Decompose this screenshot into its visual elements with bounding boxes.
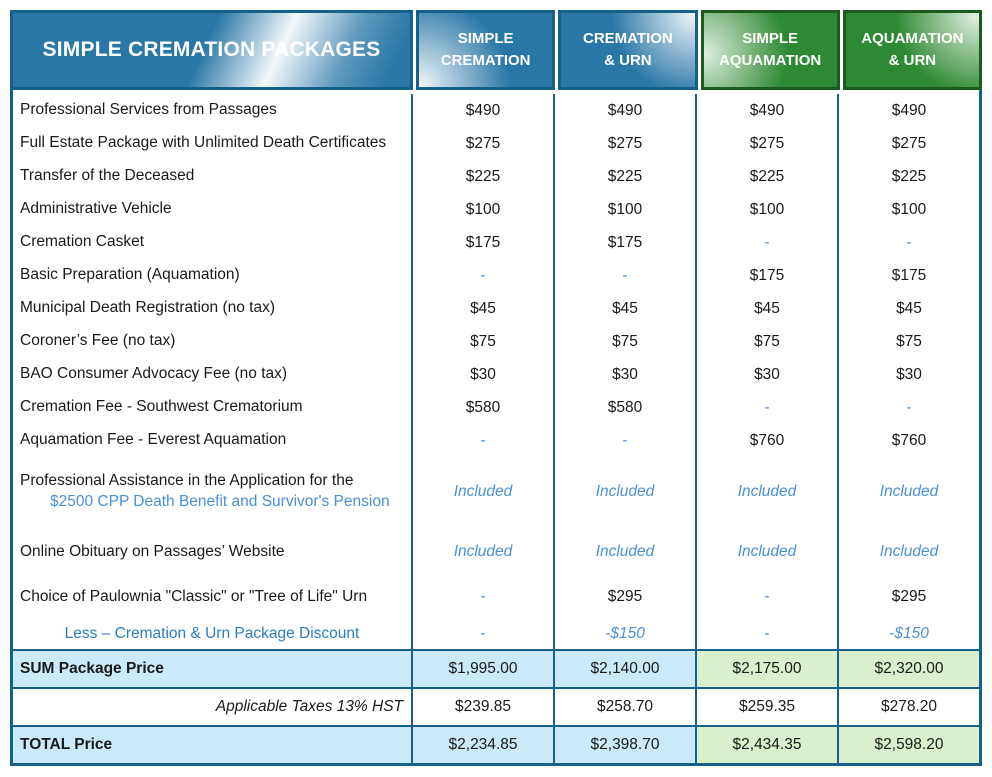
footer-row-sum xyxy=(13,651,979,689)
price-cell: $75 xyxy=(697,325,839,358)
service-label xyxy=(13,391,413,424)
table-row xyxy=(13,259,979,292)
price-cell: $225 xyxy=(697,160,839,193)
table-row xyxy=(13,617,979,649)
service-label xyxy=(13,457,413,527)
table-body xyxy=(10,90,982,649)
price-cell: $75 xyxy=(413,325,555,358)
column-header-cremation-urn xyxy=(558,10,697,90)
service-label-text: Municipal Death Registration (no tax) xyxy=(20,299,276,317)
price-cell: $175 xyxy=(697,259,839,292)
price-cell: Included xyxy=(413,457,555,527)
service-label-subtext: $2500 CPP Death Benefit and Survivor's Pension xyxy=(50,493,390,510)
price-cell: Included xyxy=(555,457,697,527)
price-cell: $490 xyxy=(413,94,555,127)
footer-price-cell: $2,234.85 xyxy=(413,727,555,763)
price-cell: $275 xyxy=(413,127,555,160)
price-cell: -$150 xyxy=(555,617,697,649)
price-cell: $45 xyxy=(555,292,697,325)
price-cell: $275 xyxy=(697,127,839,160)
price-cell: Included xyxy=(879,483,939,500)
price-cell: $75 xyxy=(896,332,922,350)
table-row xyxy=(13,457,979,527)
service-label-text: Cremation Casket xyxy=(20,233,145,251)
table-row xyxy=(13,577,979,617)
table-row xyxy=(13,424,979,457)
service-label xyxy=(13,160,413,193)
service-label-text: Professional Assistance in the Application for the xyxy=(20,472,354,490)
pricing-table xyxy=(10,10,982,766)
column-header-line: SIMPLE xyxy=(457,29,514,47)
service-label xyxy=(13,193,413,226)
price-cell: $45 xyxy=(896,299,922,317)
service-label xyxy=(13,424,413,457)
price-cell: Included xyxy=(879,543,939,560)
price-cell: $45 xyxy=(697,292,839,325)
price-cell: Included xyxy=(697,457,839,527)
price-cell: $75 xyxy=(555,325,697,358)
service-label xyxy=(13,259,413,292)
price-cell: $30 xyxy=(413,358,555,391)
price-cell: $295 xyxy=(555,577,697,617)
price-cell: - xyxy=(413,577,555,617)
footer-label: TOTAL Price xyxy=(13,727,413,763)
footer-price-cell: $2,175.00 xyxy=(697,651,839,687)
table-row xyxy=(13,226,979,259)
price-cell: $580 xyxy=(555,391,697,424)
footer-price-cell: $258.70 xyxy=(555,689,697,725)
table-row xyxy=(13,358,979,391)
price-cell: - xyxy=(555,424,697,457)
service-label-text: Aquamation Fee - Everest Aquamation xyxy=(20,431,287,449)
price-cell: Included xyxy=(697,527,839,577)
table-row xyxy=(13,325,979,358)
price-cell: - xyxy=(906,398,912,416)
footer-price-cell: $2,320.00 xyxy=(839,651,979,687)
service-label-text: Transfer of the Deceased xyxy=(20,167,195,185)
price-cell: $760 xyxy=(891,431,927,449)
column-header-simple-cremation xyxy=(416,10,555,90)
column-header-simple-aquamation xyxy=(701,10,840,90)
price-cell: $100 xyxy=(555,193,697,226)
service-label xyxy=(13,292,413,325)
price-cell: $490 xyxy=(891,101,927,119)
footer-price-cell: $2,598.20 xyxy=(839,727,979,763)
column-header-line: CREMATION xyxy=(583,29,673,47)
table-row xyxy=(13,94,979,127)
column-header-line: & URN xyxy=(888,52,937,69)
price-cell: $45 xyxy=(413,292,555,325)
footer-label: Applicable Taxes 13% HST xyxy=(13,689,413,725)
page-title: SIMPLE CREMATION PACKAGES xyxy=(10,10,413,90)
table-header-row xyxy=(10,10,982,90)
service-label-text: Professional Services from Passages xyxy=(20,101,277,119)
price-cell: $275 xyxy=(891,134,927,152)
service-label xyxy=(13,577,413,617)
footer-row-total xyxy=(13,727,979,766)
table-row xyxy=(13,527,979,577)
service-label-text: Basic Preparation (Aquamation) xyxy=(20,266,240,284)
service-label-text: Cremation Fee - Southwest Crematorium xyxy=(20,398,303,416)
footer-price-cell: $2,434.35 xyxy=(697,727,839,763)
column-header-line: CREMATION xyxy=(440,52,531,69)
price-cell: Included xyxy=(555,527,697,577)
price-cell: -$150 xyxy=(889,625,929,642)
price-cell: Included xyxy=(413,527,555,577)
table-row xyxy=(13,127,979,160)
table-row xyxy=(13,160,979,193)
price-cell: $100 xyxy=(697,193,839,226)
table-footer xyxy=(10,649,982,766)
price-cell: - xyxy=(906,233,912,251)
footer-price-cell: $2,398.70 xyxy=(555,727,697,763)
service-label xyxy=(13,127,413,160)
price-cell: $760 xyxy=(697,424,839,457)
price-cell: - xyxy=(697,617,839,649)
service-label-text: Full Estate Package with Unlimited Death Certificates xyxy=(20,134,387,152)
service-label xyxy=(13,527,413,577)
service-label xyxy=(13,358,413,391)
price-cell: $225 xyxy=(413,160,555,193)
footer-label: SUM Package Price xyxy=(13,651,413,687)
service-label xyxy=(13,226,413,259)
footer-price-cell: $2,140.00 xyxy=(555,651,697,687)
price-cell: $225 xyxy=(891,167,927,185)
service-label-text: Choice of Paulownia "Classic" or "Tree of Life" Urn xyxy=(20,587,368,605)
price-cell: $30 xyxy=(555,358,697,391)
service-label xyxy=(13,325,413,358)
price-cell: - xyxy=(413,617,555,649)
table-row xyxy=(13,391,979,424)
column-header-aquamation-urn xyxy=(843,10,982,90)
column-header-line: AQUAMATION xyxy=(719,52,822,69)
column-header-line: SIMPLE xyxy=(742,29,799,47)
price-cell: - xyxy=(413,259,555,292)
column-header-line: AQUAMATION xyxy=(861,29,964,47)
price-cell: - xyxy=(413,424,555,457)
price-cell: $30 xyxy=(896,365,922,383)
price-cell: $490 xyxy=(697,94,839,127)
service-label-text: Coroner’s Fee (no tax) xyxy=(20,332,176,350)
price-cell: - xyxy=(697,226,839,259)
price-cell: $100 xyxy=(891,200,927,218)
price-cell: - xyxy=(555,259,697,292)
price-cell: $275 xyxy=(555,127,697,160)
service-label xyxy=(13,94,413,127)
footer-price-cell: $1,995.00 xyxy=(413,651,555,687)
price-cell: $175 xyxy=(555,226,697,259)
column-header-line: & URN xyxy=(604,52,652,69)
price-cell: $225 xyxy=(555,160,697,193)
price-cell: - xyxy=(697,577,839,617)
service-label-text: BAO Consumer Advocacy Fee (no tax) xyxy=(20,365,288,383)
footer-price-cell: $239.85 xyxy=(413,689,555,725)
service-label-text: Administrative Vehicle xyxy=(20,200,172,218)
footer-price-cell: $278.20 xyxy=(880,698,938,715)
price-cell: $295 xyxy=(891,588,927,605)
footer-price-cell: $259.35 xyxy=(697,689,839,725)
price-cell: $490 xyxy=(555,94,697,127)
price-cell: - xyxy=(697,391,839,424)
price-cell: $580 xyxy=(413,391,555,424)
footer-row-tax xyxy=(13,689,979,727)
price-cell: $100 xyxy=(413,193,555,226)
price-cell: $30 xyxy=(697,358,839,391)
service-label-text: Less – Cremation & Urn Package Discount xyxy=(64,624,360,642)
price-cell: $175 xyxy=(891,266,927,284)
service-label-text: Online Obituary on Passages’ Website xyxy=(20,542,285,560)
table-row xyxy=(13,292,979,325)
table-row xyxy=(13,193,979,226)
service-label xyxy=(13,617,413,649)
price-cell: $175 xyxy=(413,226,555,259)
